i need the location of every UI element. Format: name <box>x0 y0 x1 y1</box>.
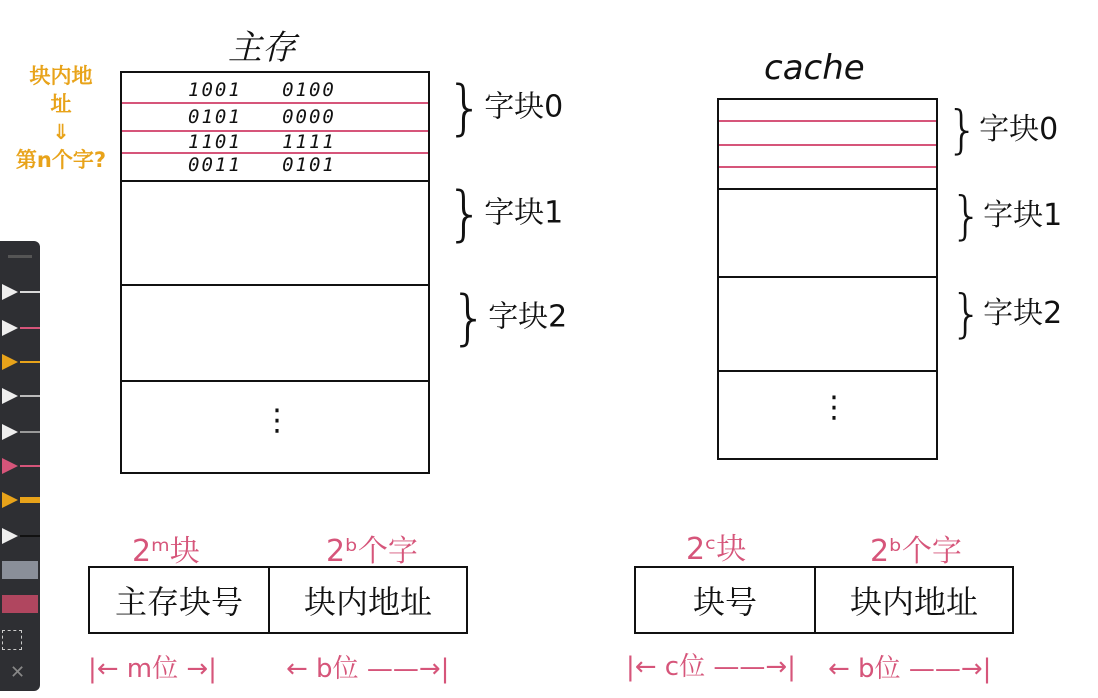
pen-tool-7[interactable] <box>0 485 40 515</box>
annotation-line-1: 块内地 <box>29 64 93 88</box>
eraser-tool-icon <box>2 595 38 613</box>
pen-color-swatch <box>20 327 40 329</box>
cache-block-label-0 <box>946 100 1059 161</box>
pen-color-swatch <box>20 361 40 363</box>
brace-icon: } <box>950 284 984 345</box>
brace-icon: } <box>446 73 485 143</box>
word-row <box>188 79 336 101</box>
word-low-bits: 0100 <box>282 79 336 101</box>
main-block-label-2-text: 字块2 <box>488 299 568 335</box>
close-icon: ✕ <box>10 661 26 683</box>
cache-block-label-2 <box>950 284 1063 345</box>
cache-word-count-label: 2ᵇ个字 <box>870 534 962 569</box>
pen-tool-6[interactable] <box>0 451 40 481</box>
pen-color-swatch <box>20 497 40 503</box>
pen-color-swatch <box>20 535 40 537</box>
pen-tool-1[interactable] <box>0 277 40 307</box>
cache-block-offset-field: 块内地址 <box>814 566 1014 634</box>
pen-color-swatch <box>20 465 40 467</box>
pen-tool-8[interactable] <box>0 521 40 551</box>
word-row <box>188 106 336 128</box>
cache-block-label-2-text: 字块2 <box>983 296 1063 331</box>
cache-block-count-label: 2ᶜ块 <box>686 532 747 567</box>
pen-color-swatch <box>20 431 40 433</box>
cache-box <box>717 98 938 460</box>
main-block-label-1-text: 字块1 <box>484 195 564 231</box>
annotation-line-2: 址 <box>50 92 72 116</box>
main-block-offset-field: 块内地址 <box>268 566 468 634</box>
word-separator <box>719 144 936 146</box>
word-high-bits: 1001 <box>188 79 242 101</box>
cache-block-2 <box>719 276 936 372</box>
main-block-label-1 <box>446 179 564 249</box>
word-row <box>188 154 336 176</box>
word-low-bits: 0101 <box>282 154 336 176</box>
word-low-bits: 0000 <box>282 106 336 128</box>
annotation-block-offset <box>6 62 116 174</box>
pen-tool-icon <box>2 388 18 404</box>
highlighter-tool[interactable] <box>0 555 40 585</box>
main-block-offset-width: ← b位 ——→| <box>286 654 450 684</box>
pen-tool-icon <box>2 458 18 474</box>
lasso-select-tool[interactable] <box>0 625 40 655</box>
cache-ellipsis: ⋮ <box>819 390 849 425</box>
main-block-label-2 <box>450 283 568 353</box>
main-memory-block-0 <box>122 73 428 182</box>
cache-block-0 <box>719 100 936 190</box>
word-separator <box>719 120 936 122</box>
main-block-number-width: |← m位 →| <box>88 654 217 684</box>
drawing-toolbar <box>0 241 40 691</box>
brace-icon: } <box>946 100 980 161</box>
brace-icon: } <box>950 186 984 247</box>
pen-tool-3[interactable] <box>0 347 40 377</box>
main-memory-box <box>120 71 430 474</box>
main-block-count-label: 2ᵐ块 <box>132 534 200 569</box>
pen-color-swatch <box>20 291 40 293</box>
lasso-select-icon <box>2 630 22 650</box>
main-word-count-label: 2ᵇ个字 <box>326 534 418 569</box>
pen-tool-icon <box>2 284 18 300</box>
pen-tool-icon <box>2 354 18 370</box>
word-separator <box>122 102 428 104</box>
pen-tool-icon <box>2 320 18 336</box>
cache-block-1 <box>719 188 936 278</box>
cache-block-label-1-text: 字块1 <box>983 198 1063 233</box>
main-block-number-field: 主存块号 <box>88 566 270 634</box>
pen-tool-icon <box>2 424 18 440</box>
main-block-label-0 <box>446 73 564 143</box>
main-memory-block-2 <box>122 284 428 382</box>
pen-tool-2[interactable] <box>0 313 40 343</box>
highlighter-tool-icon <box>2 561 38 579</box>
brace-icon: } <box>446 179 485 249</box>
main-memory-block-1 <box>122 180 428 286</box>
word-row <box>188 131 336 153</box>
toolbar-handle[interactable] <box>8 255 32 258</box>
pen-tool-4[interactable] <box>0 381 40 411</box>
cache-block-number-field: 块号 <box>634 566 816 634</box>
cache-block-label-1 <box>950 186 1063 247</box>
cache-block-offset-width: ← b位 ——→| <box>828 654 992 684</box>
cache-block-label-0-text: 字块0 <box>979 112 1059 147</box>
word-high-bits: 0011 <box>188 154 242 176</box>
pen-tool-icon <box>2 492 18 508</box>
word-high-bits: 0101 <box>188 106 242 128</box>
eraser-tool[interactable] <box>0 589 40 619</box>
pen-tool-icon <box>2 528 18 544</box>
main-memory-ellipsis: ⋮ <box>262 403 292 438</box>
annotation-line-3: 第n个字? <box>15 148 107 172</box>
main-block-label-0-text: 字块0 <box>484 89 564 125</box>
cache-block-number-width: |← c位 ——→| <box>626 652 796 682</box>
pen-tool-5[interactable] <box>0 417 40 447</box>
brace-icon: } <box>450 283 489 353</box>
cache-title: cache <box>764 48 865 88</box>
word-separator <box>719 166 936 168</box>
annotation-arrow-icon: ⇓ <box>52 120 70 144</box>
pen-color-swatch <box>20 395 40 397</box>
main-memory-title: 主存 <box>228 28 296 68</box>
close-toolbar-button[interactable] <box>0 657 40 687</box>
word-high-bits: 1101 <box>188 131 242 153</box>
word-low-bits: 1111 <box>282 131 336 153</box>
